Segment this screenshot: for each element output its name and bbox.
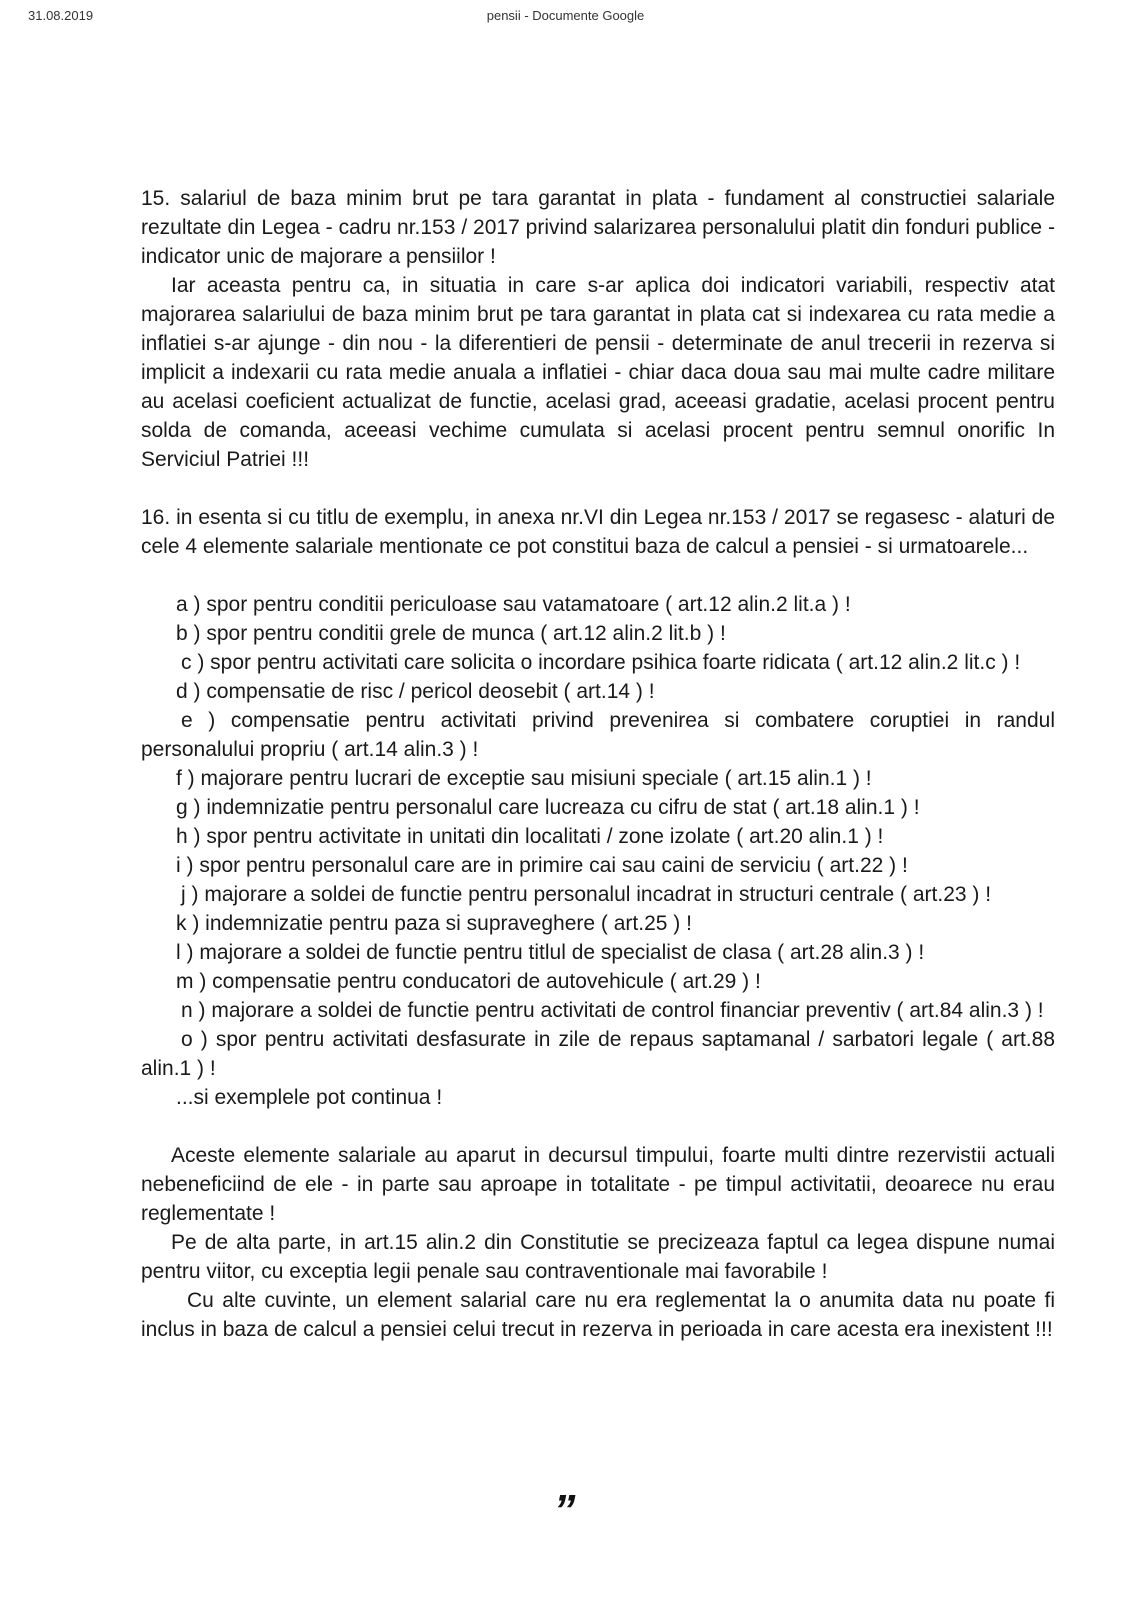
spacer xyxy=(141,561,1055,590)
list-item-i: i ) spor pentru personalul care are in primire cai sau caini de serviciu ( art.22 ) ! xyxy=(176,854,908,877)
closing-paragraph-2: Pe de alta parte, in art.15 alin.2 din Constitutie se precizeaza faptul ca legea dispune numai pentru viitor, cu exceptia legii penale sau contraventionale mai favorabile ! xyxy=(141,1231,1055,1283)
list-item-n: n ) majorare a soldei de functie pentru activitati de control financiar preventiv ( art.84 alin.3 ) ! xyxy=(181,999,1044,1022)
list-item-k: k ) indemnizatie pentru paza si supraveghere ( art.25 ) ! xyxy=(176,912,692,935)
closing-paragraph-3: Cu alte cuvinte, un element salarial care nu era reglementat la o anumita data nu poate fi inclus in baza de calcul a pensiei celui trecut in rezerva in perioada in care acesta era inexistent !!! xyxy=(141,1289,1055,1341)
examples-continue: ...si exemplele pot continua ! xyxy=(176,1086,443,1109)
list-item-g: g ) indemnizatie pentru personalul care lucreaza cu cifru de stat ( art.18 alin.1 ) ! xyxy=(176,796,920,819)
list-item-j: j ) majorare a soldei de functie pentru personalul incadrat in structuri centrale ( art.23 ) ! xyxy=(181,883,992,906)
paragraph-15: 15. salariul de baza minim brut pe tara garantat in plata - fundament al constructiei salariale rezultate din Legea - cadru nr.153 / 2017 privind salarizarea personalului platit din fonduri publice - indicator unic de majorare a pensiilor ! xyxy=(141,187,1055,268)
document-body xyxy=(141,184,1055,1344)
spacer xyxy=(141,474,1055,503)
print-date: 31.08.2019 xyxy=(28,8,94,23)
print-header xyxy=(0,8,1131,28)
list-item-h: h ) spor pentru activitate in unitati din localitati / zone izolate ( art.20 alin.1 ) ! xyxy=(176,825,884,848)
list-item-o: o ) spor pentru activitati desfasurate in zile de repaus saptamanal / sarbatori legale ( art.88 alin.1 ) ! xyxy=(141,1028,1055,1080)
closing-paragraph-1: Aceste elemente salariale au aparut in decursul timpului, foarte multi dintre rezervistii actuali nebeneficiind de ele - in parte sau aproape in totalitate - pe timpul activitatii, deoarece nu erau reglementate ! xyxy=(141,1144,1055,1225)
list-item-l: l ) majorare a soldei de functie pentru titlul de specialist de clasa ( art.28 alin.3 ) ! xyxy=(176,941,925,964)
list-item-e: e ) compensatie pentru activitati privind prevenirea si combatere coruptiei in randul personalului propriu ( art.14 alin.3 ) ! xyxy=(141,709,1055,761)
list-item-b: b ) spor pentru conditii grele de munca ( art.12 alin.2 lit.b ) ! xyxy=(176,622,726,645)
spacer xyxy=(141,1112,1055,1141)
print-title: pensii - Documente Google xyxy=(486,8,645,23)
list-item-c: c ) spor pentru activitati care solicita o incordare psihica foarte ridicata ( art.12 alin.2 lit.c ) ! xyxy=(181,651,1021,674)
paragraph-15-explanation: Iar aceasta pentru ca, in situatia in care s-ar aplica doi indicatori variabili, respectiv atat majorarea salariului de baza minim brut pe tara garantat in plata cat si indexarea cu rata medie a inflatiei s-ar ajunge - din nou - la diferentieri de pensii - determinate de anul trecerii in rezerva si implicit a indexarii cu rata medie anuala a inflatiei - chiar daca doua sau mai multe cadre militare au acelasi coeficient actualizat de functie, acelasi grad, aceeasi gradatie, acelasi procent pentru solda de comanda, aceeasi vechime cumulata si acelasi procent pentru semnul onorific In Serviciul Patriei !!! xyxy=(141,274,1055,471)
list-item-d: d ) compensatie de risc / pericol deosebit ( art.14 ) ! xyxy=(176,680,655,703)
list-item-m: m ) compensatie pentru conducatori de autovehicule ( art.29 ) ! xyxy=(176,970,761,993)
paragraph-16: 16. in esenta si cu titlu de exemplu, in anexa nr.VI din Legea nr.153 / 2017 se regasesc - alaturi de cele 4 elemente salariale mentionate ce pot constitui baza de calcul a pensiei - si urmatoarele... xyxy=(141,506,1055,558)
list-item-f: f ) majorare pentru lucrari de exceptie sau misiuni speciale ( art.15 alin.1 ) ! xyxy=(176,767,872,790)
list-item-a: a ) spor pentru conditii periculoase sau vatamatoare ( art.12 alin.2 lit.a ) ! xyxy=(176,593,851,616)
end-quote-mark: ” xyxy=(553,1486,578,1535)
